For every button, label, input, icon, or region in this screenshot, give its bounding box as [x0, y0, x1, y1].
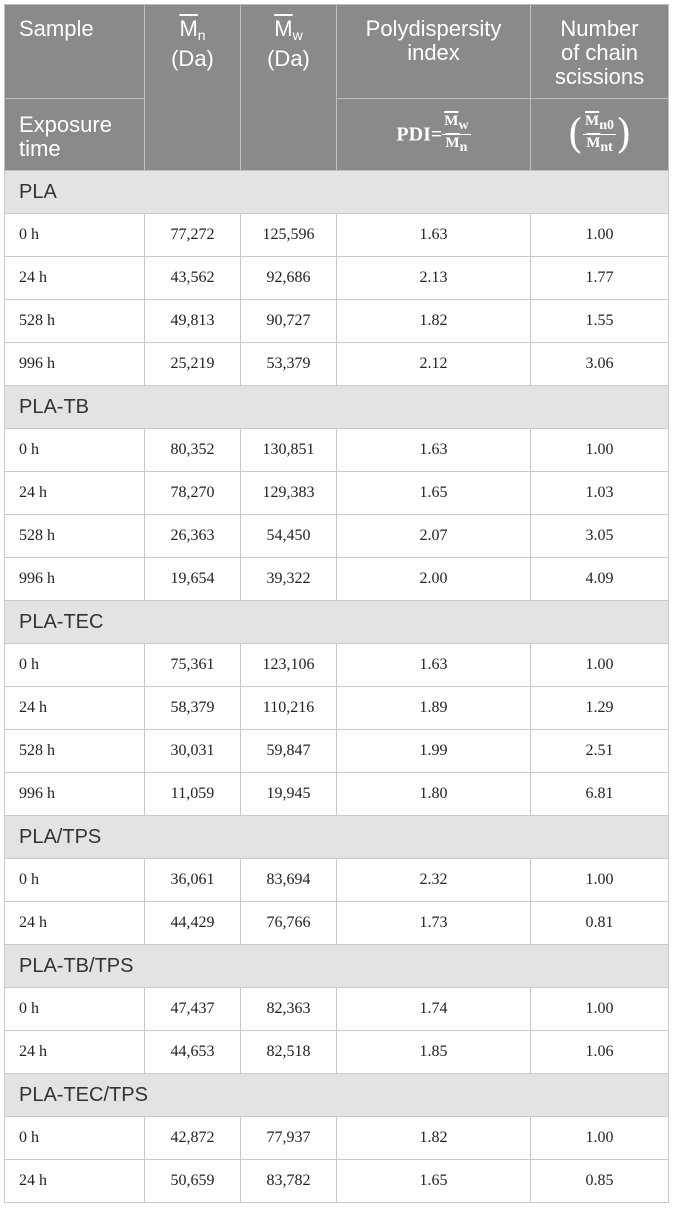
mn-cell: 19,654: [145, 558, 241, 601]
exposure-time-cell: 24 h: [5, 687, 145, 730]
mw-header: $\overline{M}_w$ (Da): [241, 5, 337, 171]
chain-scissions-cell: 3.05: [531, 515, 669, 558]
mn-cell: 44,653: [145, 1031, 241, 1074]
exposure-time-cell: 0 h: [5, 214, 145, 257]
pdi-cell: 1.65: [337, 1160, 531, 1203]
mw-cell: 92,686: [241, 257, 337, 300]
mw-cell: 90,727: [241, 300, 337, 343]
chain-scissions-cell: 0.85: [531, 1160, 669, 1203]
mn-cell: 58,379: [145, 687, 241, 730]
mn-cell: 30,031: [145, 730, 241, 773]
exposure-time-cell: 24 h: [5, 1031, 145, 1074]
exposure-time-cell: 24 h: [5, 472, 145, 515]
pdi-cell: 1.89: [337, 687, 531, 730]
chain-scissions-cell: 0.81: [531, 902, 669, 945]
table-row: [5, 687, 669, 730]
chain-scissions-cell: 4.09: [531, 558, 669, 601]
chain-scissions-cell: 1.00: [531, 214, 669, 257]
chain-scissions-header: Number of chain scissions: [531, 5, 669, 99]
mw-cell: 19,945: [241, 773, 337, 816]
mw-cell: 39,322: [241, 558, 337, 601]
exposure-time-cell: 0 h: [5, 988, 145, 1031]
exposure-time-cell: 24 h: [5, 1160, 145, 1203]
table-row: [5, 1117, 669, 1160]
mw-cell: 82,363: [241, 988, 337, 1031]
pdi-cell: 2.07: [337, 515, 531, 558]
pdi-cell: 1.73: [337, 902, 531, 945]
group-row: [5, 386, 669, 429]
table-row: [5, 429, 669, 472]
group-label: PLA-TB: [5, 386, 669, 429]
mw-cell: 125,596: [241, 214, 337, 257]
chain-scissions-cell: 3.06: [531, 343, 669, 386]
mw-cell: 123,106: [241, 644, 337, 687]
chain-scissions-cell: 2.51: [531, 730, 669, 773]
table-row: [5, 343, 669, 386]
exposure-time-cell: 996 h: [5, 773, 145, 816]
mn-cell: 44,429: [145, 902, 241, 945]
exposure-time-cell: 528 h: [5, 515, 145, 558]
pdi-cell: 1.74: [337, 988, 531, 1031]
pdi-cell: 2.32: [337, 859, 531, 902]
chain-scissions-cell: 1.00: [531, 988, 669, 1031]
chain-scissions-cell: 1.55: [531, 300, 669, 343]
mw-cell: 129,383: [241, 472, 337, 515]
pdi-cell: 1.82: [337, 300, 531, 343]
table-row: [5, 472, 669, 515]
mn-cell: 43,562: [145, 257, 241, 300]
group-row: [5, 1074, 669, 1117]
exposure-time-cell: 24 h: [5, 257, 145, 300]
chain-scissions-cell: 1.00: [531, 1117, 669, 1160]
table-row: [5, 214, 669, 257]
mn-cell: 36,061: [145, 859, 241, 902]
mn-cell: 47,437: [145, 988, 241, 1031]
pdi-cell: 2.00: [337, 558, 531, 601]
chain-scissions-cell: 1.03: [531, 472, 669, 515]
pdi-cell: 1.82: [337, 1117, 531, 1160]
mw-cell: 54,450: [241, 515, 337, 558]
mn-header: $\overline{M}_n$ (Da): [145, 5, 241, 171]
group-label: PLA-TB/TPS: [5, 945, 669, 988]
chain-scissions-cell: 1.00: [531, 429, 669, 472]
mn-cell: 11,059: [145, 773, 241, 816]
chain-scissions-formula: ( $\frac{\overline{M}n0}{\overline{M}nt}$ ): [531, 99, 669, 171]
chain-scissions-cell: 1.00: [531, 644, 669, 687]
exposure-time-cell: 0 h: [5, 1117, 145, 1160]
table-body: [5, 171, 669, 1203]
mw-cell: 83,694: [241, 859, 337, 902]
group-label: PLA-TEC/TPS: [5, 1074, 669, 1117]
mn-cell: 25,219: [145, 343, 241, 386]
sample-header: Sample: [5, 5, 145, 99]
table-row: [5, 257, 669, 300]
pdi-cell: 1.65: [337, 472, 531, 515]
group-row: [5, 601, 669, 644]
mw-cell: 77,937: [241, 1117, 337, 1160]
table-row: [5, 773, 669, 816]
table-row: [5, 730, 669, 773]
pdi-cell: 1.63: [337, 429, 531, 472]
gpc-results-table: [4, 4, 669, 1203]
mn-cell: 42,872: [145, 1117, 241, 1160]
exposure-time-cell: 0 h: [5, 429, 145, 472]
table-row: [5, 515, 669, 558]
group-row: [5, 816, 669, 859]
table-row: [5, 558, 669, 601]
table-row: [5, 644, 669, 687]
table-row: [5, 1031, 669, 1074]
mn-cell: 77,272: [145, 214, 241, 257]
chain-scissions-cell: 1.77: [531, 257, 669, 300]
pdi-cell: 1.63: [337, 644, 531, 687]
table-row: [5, 300, 669, 343]
mn-cell: 26,363: [145, 515, 241, 558]
exposure-time-cell: 528 h: [5, 300, 145, 343]
mn-cell: 78,270: [145, 472, 241, 515]
pdi-formula: PDI= $\frac{\overline{M}w}{\overline{M}n}$: [337, 99, 531, 171]
pdi-cell: 2.13: [337, 257, 531, 300]
pdi-header: Polydispersity index: [337, 5, 531, 99]
exposure-time-cell: 996 h: [5, 343, 145, 386]
mw-cell: 83,782: [241, 1160, 337, 1203]
pdi-cell: 1.99: [337, 730, 531, 773]
table-row: [5, 902, 669, 945]
table-row: [5, 988, 669, 1031]
pdi-cell: 2.12: [337, 343, 531, 386]
mn-cell: 80,352: [145, 429, 241, 472]
mw-cell: 76,766: [241, 902, 337, 945]
pdi-cell: 1.85: [337, 1031, 531, 1074]
mn-cell: 49,813: [145, 300, 241, 343]
pdi-cell: 1.80: [337, 773, 531, 816]
group-label: PLA-TEC: [5, 601, 669, 644]
group-label: PLA: [5, 171, 669, 214]
chain-scissions-cell: 1.00: [531, 859, 669, 902]
table-row: [5, 1160, 669, 1203]
mw-cell: 53,379: [241, 343, 337, 386]
mw-cell: 110,216: [241, 687, 337, 730]
mw-cell: 59,847: [241, 730, 337, 773]
exposure-time-header: Exposure time: [5, 99, 145, 171]
pdi-cell: 1.63: [337, 214, 531, 257]
table-row: [5, 859, 669, 902]
chain-scissions-cell: 1.29: [531, 687, 669, 730]
chain-scissions-cell: 6.81: [531, 773, 669, 816]
exposure-time-cell: 0 h: [5, 859, 145, 902]
group-row: [5, 171, 669, 214]
mn-cell: 75,361: [145, 644, 241, 687]
mn-cell: 50,659: [145, 1160, 241, 1203]
exposure-time-cell: 0 h: [5, 644, 145, 687]
chain-scissions-cell: 1.06: [531, 1031, 669, 1074]
exposure-time-cell: 528 h: [5, 730, 145, 773]
exposure-time-cell: 24 h: [5, 902, 145, 945]
mw-cell: 130,851: [241, 429, 337, 472]
mw-cell: 82,518: [241, 1031, 337, 1074]
group-row: [5, 945, 669, 988]
exposure-time-cell: 996 h: [5, 558, 145, 601]
group-label: PLA/TPS: [5, 816, 669, 859]
